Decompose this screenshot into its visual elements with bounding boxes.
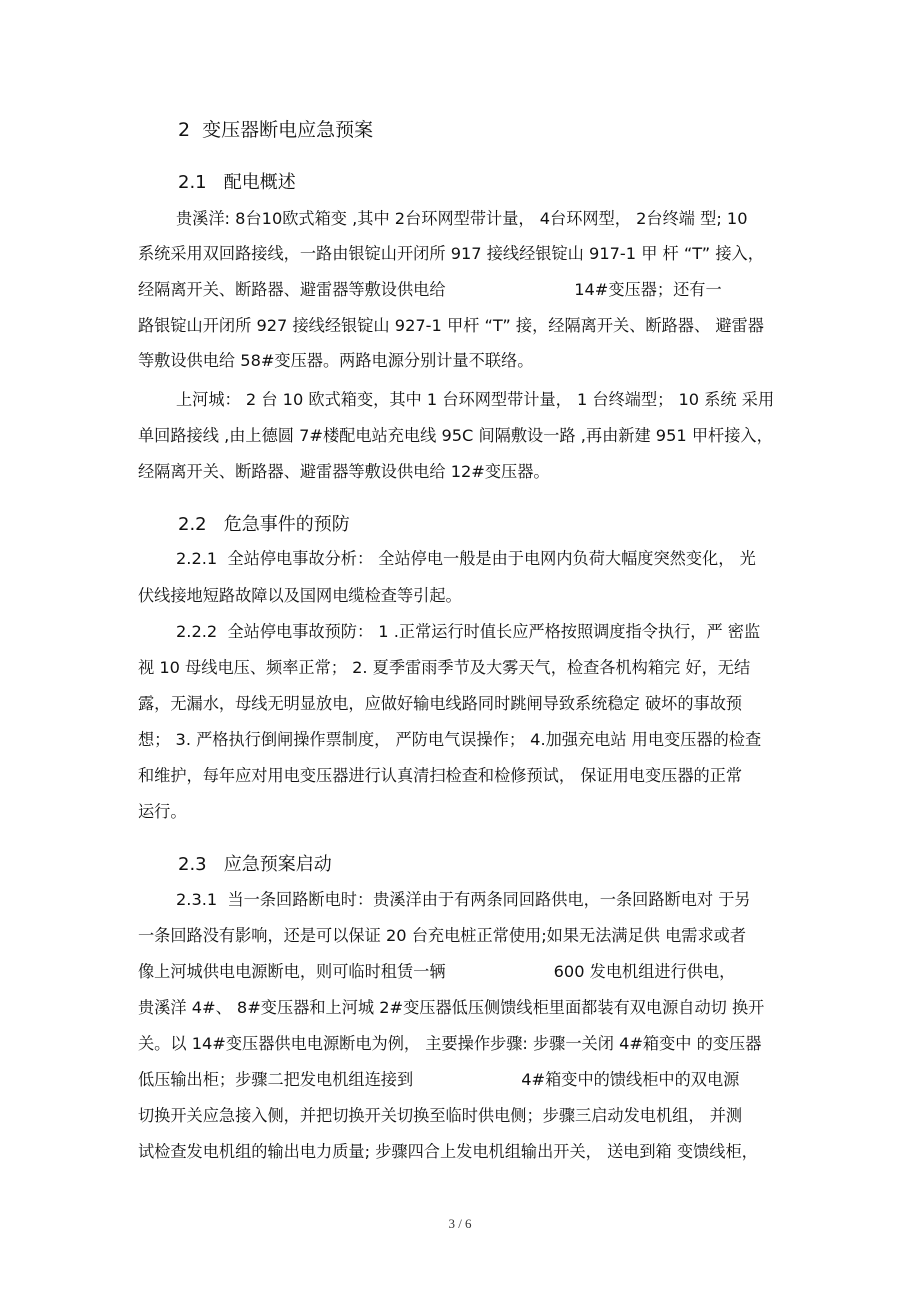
subsection-title-2-2: 2.2 危急事件的预防 [178, 514, 350, 535]
paragraph-line: 等敷设供电给 58#变压器。两路电源分别计量不联络。 [138, 351, 534, 370]
paragraph-line: 伏线接地短路故障以及国网电缆检查等引起。 [138, 586, 462, 605]
paragraph-line: 系统采用双回路接线，一路由银锭山开闭所 917 接线经银锭山 917-1 甲 杆 “T” 接入， [138, 244, 764, 263]
paragraph-line: 和维护，每年应对用电变压器进行认真清扫检查和检修预试， 保证用电变压器的正常 [138, 766, 743, 785]
paragraph-line: 一条回路没有影响，还是可以保证 20 台充电桩正常使用;如果无法满足供 电需求或者 [138, 926, 747, 945]
paragraph-line: 运行。 [138, 802, 187, 821]
page-number: 3 / 6 [448, 1216, 472, 1231]
paragraph-line: 2.2.1 全站停电事故分析： 全站停电一般是由于电网内负荷大幅度突然变化， 光 [176, 549, 756, 568]
paragraph-line: 视 10 母线电压、频率正常； 2. 夏季雷雨季节及大雾天气，检查各机构箱完 好，无结 [138, 658, 751, 677]
paragraph-line: 露，无漏水，母线无明显放电，应做好输电线路同时跳闸导致系统稳定 破坏的事故预 [138, 694, 743, 713]
paragraph-line: 试检查发电机组的输出电力质量; 步骤四合上发电机组输出开关， 送电到箱 变馈线柜， [138, 1142, 758, 1161]
paragraph-line: 关。以 14#变压器供电电源断电为例， 主要操作步骤: 步骤一关闭 4#箱变中 的变压器 [138, 1034, 762, 1053]
paragraph-line: 经隔离开关、断路器、避雷器等敷设供电给 12#变压器。 [138, 462, 550, 481]
paragraph-line: 贵溪洋 4#、 8#变压器和上河城 2#变压器低压侧馈线柜里面都装有双电源自动切 换开 [138, 998, 765, 1017]
paragraph-line: 2.3.1 当一条回路断电时：贵溪洋由于有两条同回路供电，一条回路断电对 于另 [176, 890, 751, 909]
subsection-title-2-1: 2.1 配电概述 [178, 172, 296, 193]
paragraph-line: 路银锭山开闭所 927 接线经银锭山 927-1 甲杆 “T” 接，经隔离开关、断路器、 避雷器 [138, 316, 764, 335]
paragraph-line: 切换开关应急接入侧，并把切换开关切换至临时供电侧；步骤三启动发电机组， 并测 [138, 1106, 743, 1125]
paragraph-line: 2.2.2 全站停电事故预防： 1 .正常运行时值长应严格按照调度指令执行，严 密监 [176, 622, 761, 641]
section-heading: 2 变压器断电应急预案 [178, 119, 374, 141]
paragraph-line: 经隔离开关、断路器、避雷器等敷设供电给 14#变压器；还有一 [138, 280, 722, 299]
subsection-title-2-3: 2.3 应急预案启动 [178, 854, 332, 875]
paragraph-line: 想； 3. 严格执行倒闸操作票制度， 严防电气误操作； 4.加强充电站 用电变压器的检查 [138, 730, 762, 749]
paragraph-line: 低压输出柜；步骤二把发电机组连接到 4#箱变中的馈线柜中的双电源 [138, 1070, 740, 1089]
paragraph-line: 上河城： 2 台 10 欧式箱变，其中 1 台环网型带计量， 1 台终端型； 10 系统 采用 [176, 390, 775, 409]
paragraph-line: 贵溪洋: 8台10欧式箱变 ,其中 2台环网型带计量， 4台环网型， 2台终端 型; 10 [176, 209, 748, 228]
paragraph-line: 像上河城供电电源断电，则可临时租赁一辆 600 发电机组进行供电， [138, 962, 736, 981]
paragraph-line: 单回路接线 ,由上德圆 7#楼配电站充电线 95C 间隔敷设一路 ,再由新建 951 甲杆接入， [138, 426, 773, 445]
